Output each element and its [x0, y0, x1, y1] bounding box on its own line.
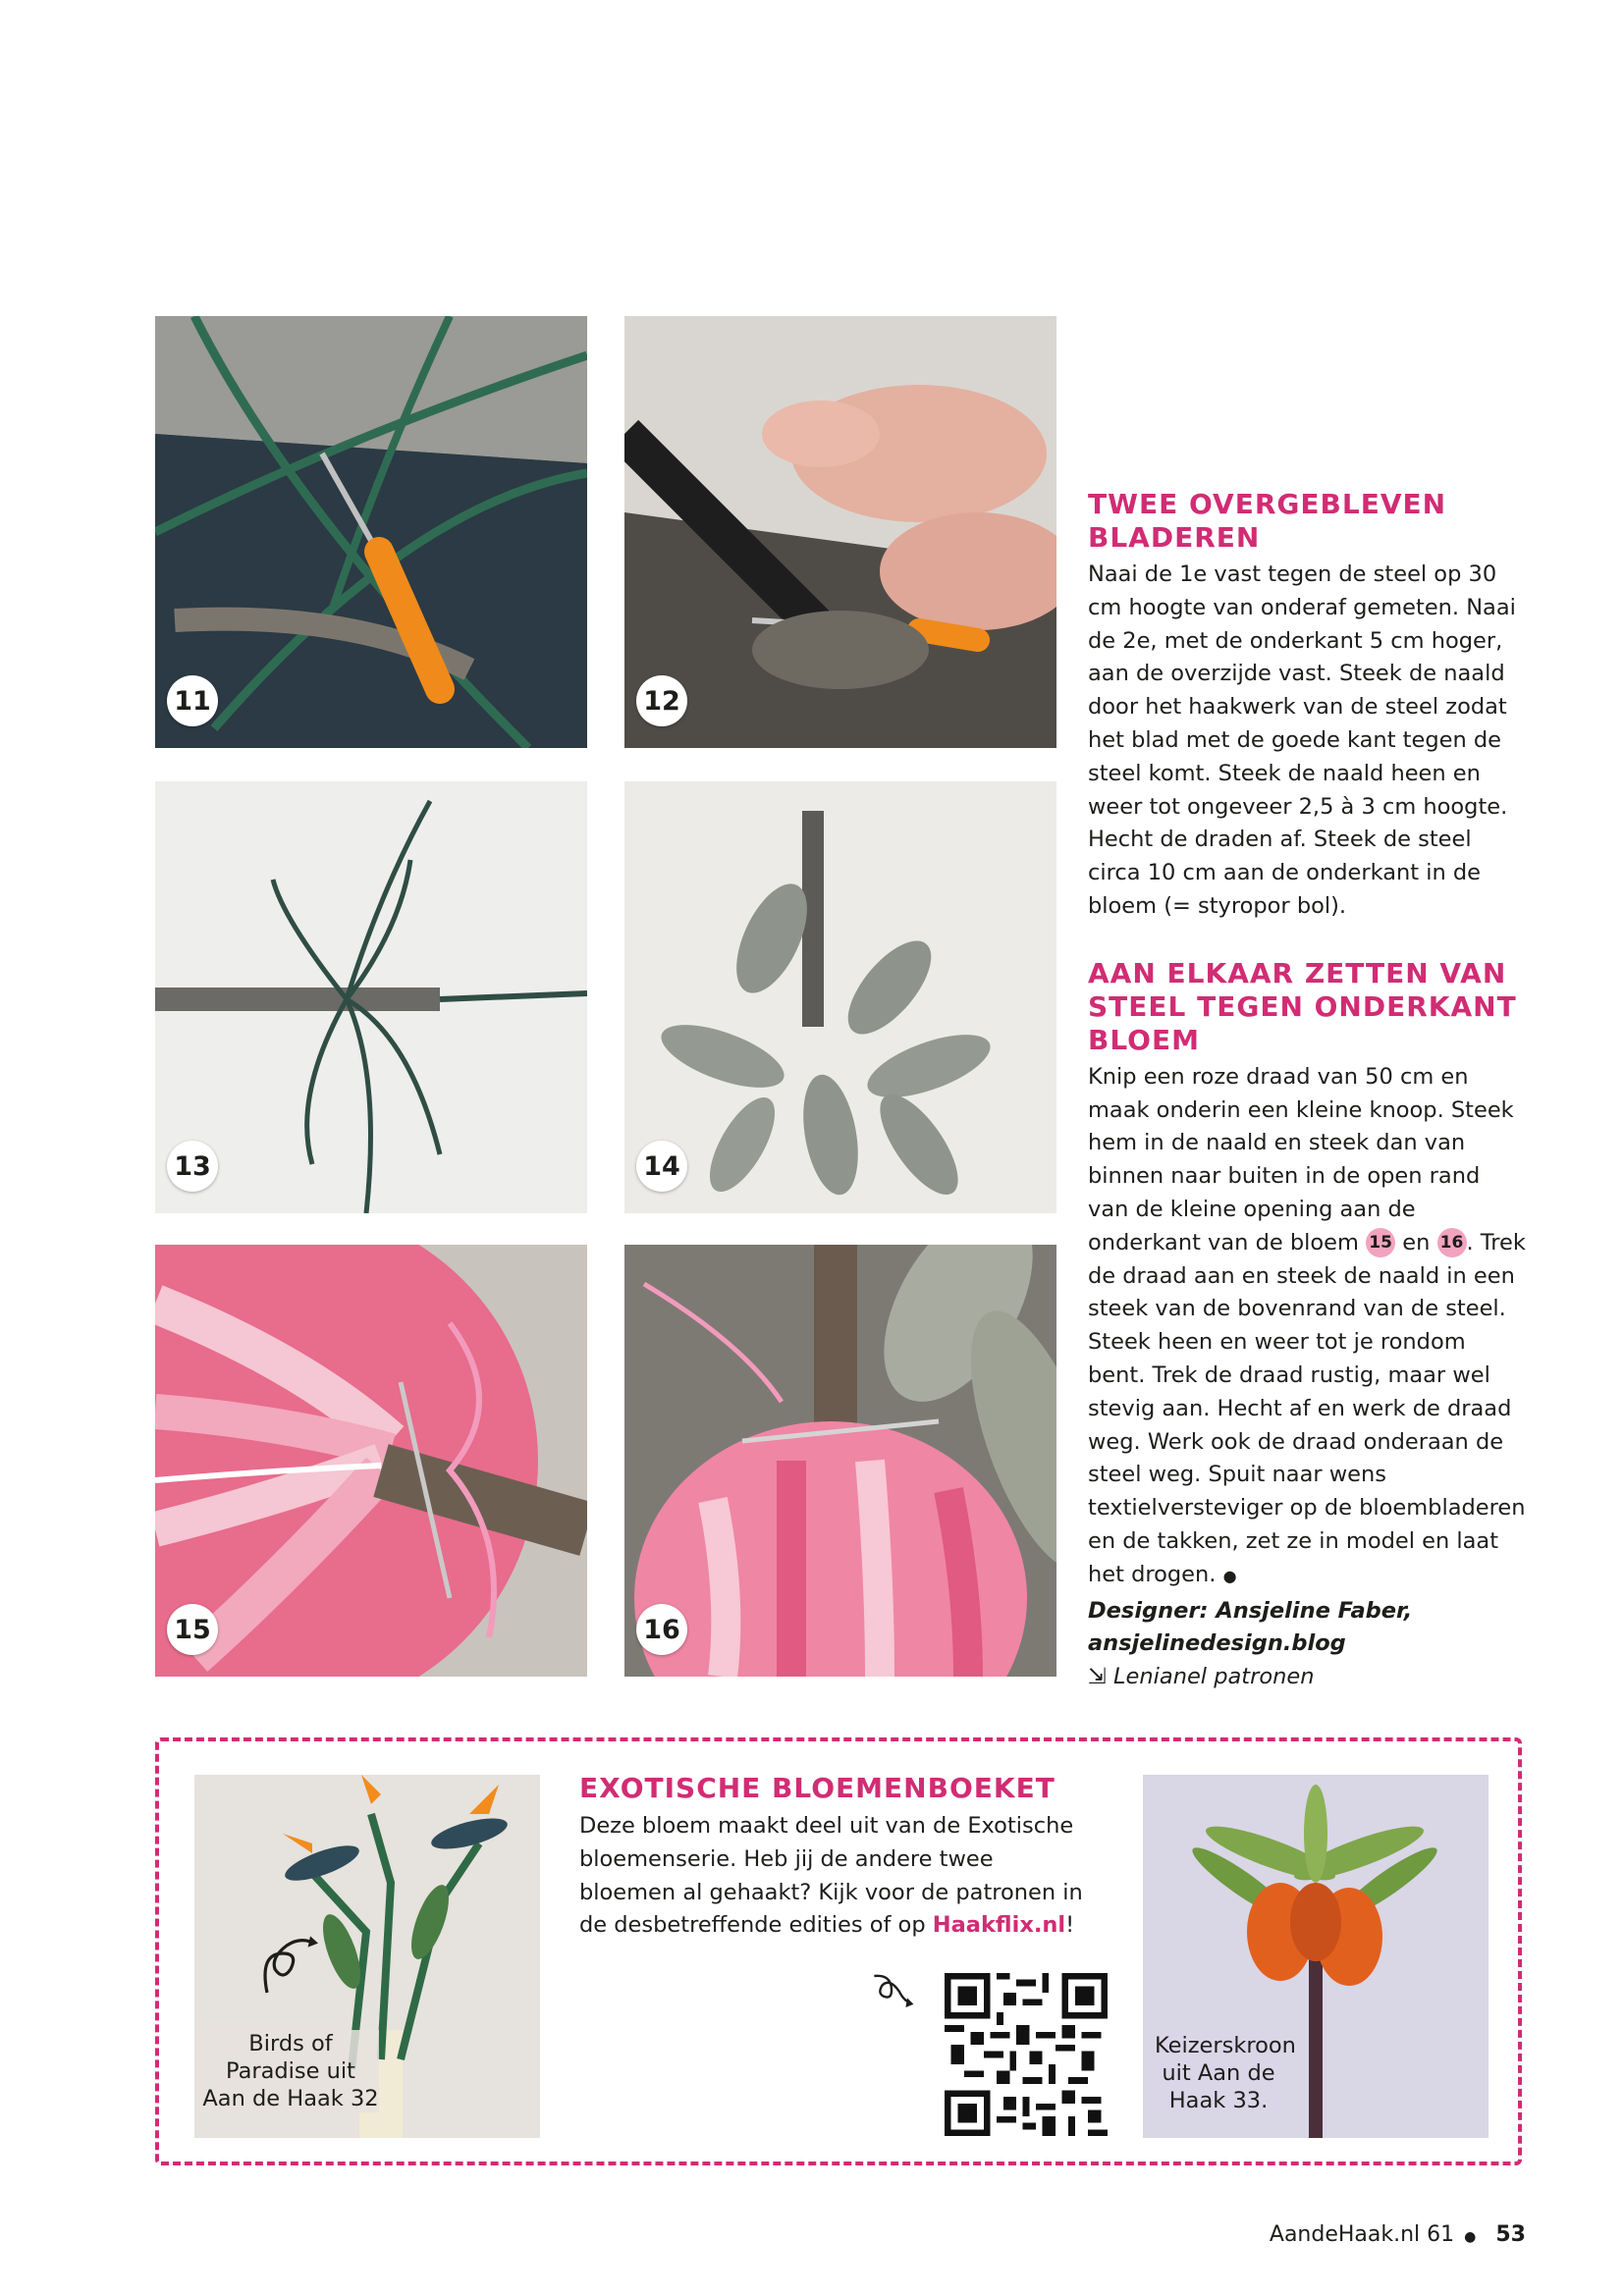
step-ref-badge: 16 — [1437, 1228, 1467, 1257]
spiral-arrow-icon — [244, 1922, 322, 2001]
step-photo-11 — [155, 316, 587, 748]
spiral-arrow-icon — [868, 1968, 915, 2015]
step-ref-badge: 15 — [1366, 1228, 1395, 1257]
step-photo-15 — [155, 1245, 587, 1677]
step-photo-13 — [155, 781, 587, 1213]
step-number-badge: 14 — [636, 1141, 687, 1192]
section-heading: TWEE OVERGEBLEVEN BLADEREN — [1088, 488, 1447, 554]
section-body: Naai de 1e vast tegen de steel op 30 cm hoogte van onderaf gemeten. Naai de 2e, met de onderkant 5 cm hoger, aan de overzijde vast. Steek de naald door het haakwerk van de steel zodat het blad met de goede kant tegen de steel komt. Steek de naald heen en weer tot ongeveer 2,5 à 3 cm hoogte. Hecht de draden af. Steek de steel circa 10 cm aan de onderkant in de bloem (= styropor bol). — [1088, 561, 1516, 919]
end-mark: ● — [1222, 1566, 1237, 1585]
qr-code-icon[interactable] — [945, 1973, 1108, 2136]
caption-birds-of-paradise: Birds of Paradise uit Aan de Haak 32 — [202, 2031, 379, 2111]
promo-text: Deze bloem maakt deel uit van de Exotische bloemenserie. Heb jij de andere twee bloemen al gehaakt? Kijk voor de patronen in de desbetreffende edities of op Haakflix.nl! — [579, 1813, 1083, 1939]
instructions-column — [1088, 488, 1526, 1694]
promo-heading: EXOTISCHE BLOEMENBOEKET — [579, 1772, 1056, 1804]
page-number: 53 — [1495, 2222, 1526, 2247]
haakflix-link[interactable]: Haakflix.nl — [932, 1912, 1066, 1939]
birds-of-paradise-photo — [194, 1775, 540, 2138]
designer-credit: Designer: Ansjeline Faber, ansjelinedesign.blog — [1088, 1597, 1413, 1657]
step-number-badge: 13 — [167, 1141, 218, 1192]
source-credit: ⇲ Lenianel patronen — [1088, 1664, 1315, 1690]
step-photo-12 — [624, 316, 1056, 748]
section-body: Knip een roze draad van 50 cm en maak onderin een kleine knoop. Steek hem in de naald en steek dan van binnen naar buiten in de open rand van de kleine opening aan de onderkant van de bloem 15 en 16 . Trek de draad aan en steek de naald in een steek van de bovenrand van de steel. Steek heen en weer tot je rondom bent. Trek de draad rustig, maar wel stevig aan. Hecht af en werk de draad weg. Werk ook de draad onderaan de steel weg. Spuit naar wens textielversteviger op de bloembladeren en de takken, zet ze in model en laat het drogen. ● — [1088, 1063, 1526, 1587]
step-number-badge: 16 — [636, 1604, 687, 1655]
step-number-badge: 11 — [167, 675, 218, 726]
step-number-badge: 12 — [636, 675, 687, 726]
step-number-badge: 15 — [167, 1604, 218, 1655]
magazine-name: AandeHaak.nl 61 — [1269, 2222, 1455, 2247]
section-heading: AAN ELKAAR ZETTEN VAN STEEL TEGEN ONDERKANT BLOEM — [1088, 956, 1517, 1056]
caption-keizerskroon: Keizerskroon uit Aan de Haak 33. — [1155, 2033, 1296, 2113]
page-footer — [1270, 2222, 1526, 2247]
footer-dot: ● — [1464, 2229, 1477, 2245]
download-arrow-icon: ⇲ — [1088, 1664, 1107, 1690]
keizerskroon-photo — [1143, 1775, 1489, 2138]
step-photo-14 — [624, 781, 1056, 1213]
step-photo-16 — [624, 1245, 1056, 1677]
